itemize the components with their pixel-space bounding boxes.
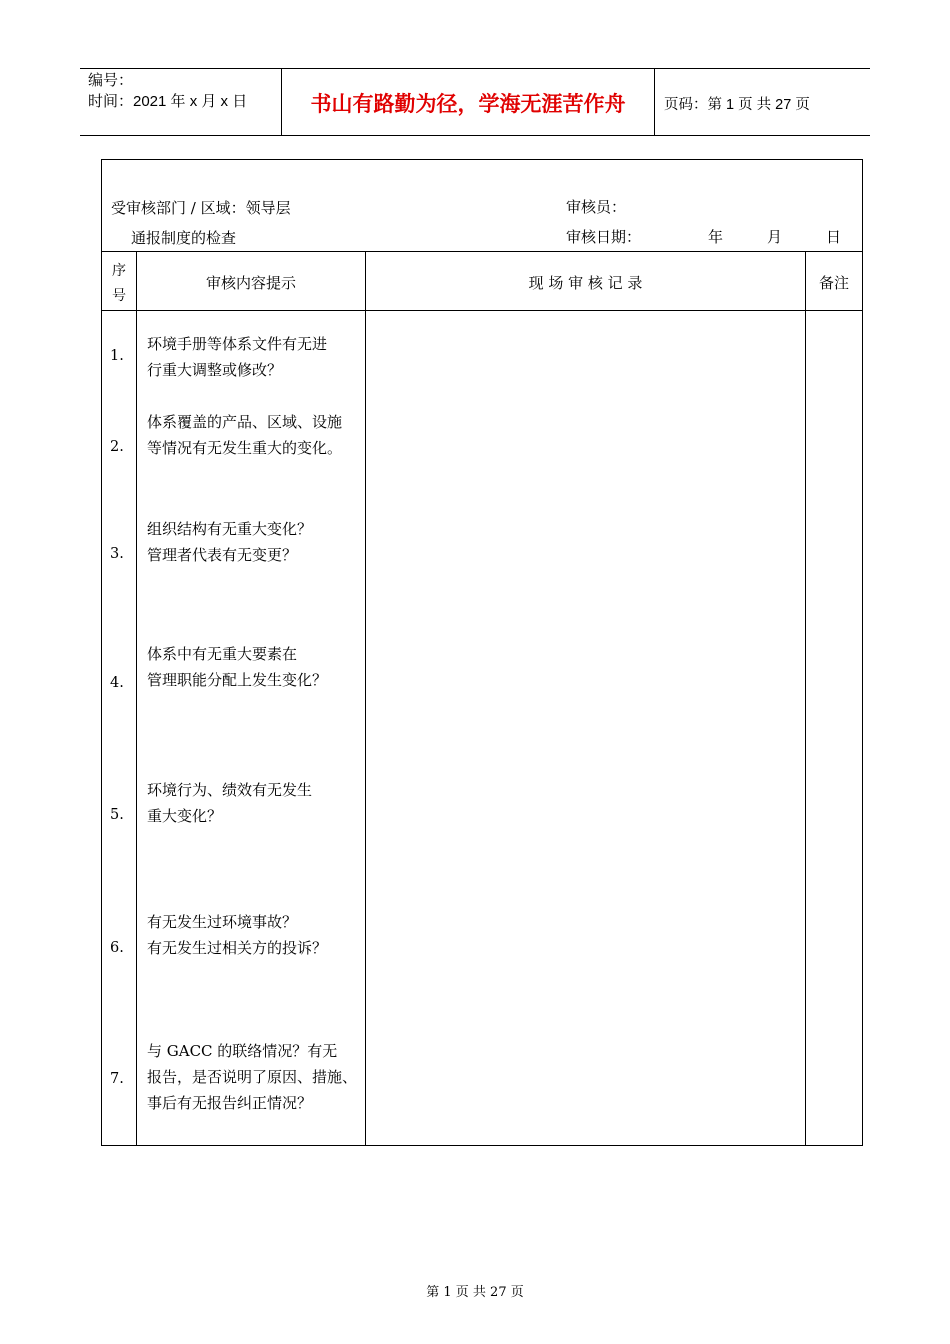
item-number: 5. <box>110 807 124 823</box>
header-motto: 书山有路勤为径，学海无涯苦作舟 <box>310 93 626 116</box>
item-number: 6. <box>110 940 124 956</box>
header-page-info: 页码：第 1 页 共 27 页 <box>664 97 810 113</box>
form-bottom-border <box>101 1145 863 1146</box>
form-top-border <box>101 159 863 160</box>
col-divider-seq <box>136 251 137 1146</box>
document-time-label: 时间：2021 年 x 月 x 日 <box>88 93 248 110</box>
audit-date-label: 审核日期： <box>566 228 642 246</box>
item-prompt: 环境行为、绩效有无发生 重大变化？ <box>147 781 313 825</box>
page-footer: 第 1 页 共 27 页 <box>426 1285 524 1300</box>
audited-department-label: 受审核部门 / 区域：领导层 <box>111 199 291 217</box>
col-header-record: 现 场 审 核 记 录 <box>528 274 643 292</box>
item-prompt: 与 GACC 的联络情况？有无 报告，是否说明了原因、措施、 事后有无报告纠正情况？ <box>147 1042 358 1112</box>
item-prompt: 体系中有无重大要素在 管理职能分配上发生变化？ <box>147 645 328 689</box>
form-right-border <box>862 159 863 1146</box>
auditor-label: 审核员： <box>566 198 627 216</box>
item-number: 7. <box>110 1071 124 1087</box>
item-prompt: 有无发生过环境事故？ 有无发生过相关方的投诉？ <box>147 913 328 957</box>
col-divider-record <box>805 251 806 1146</box>
item-prompt: 环境手册等体系文件有无进 行重大调整或修改？ <box>147 335 328 379</box>
header-meta <box>88 70 247 112</box>
audit-date-year: 年 <box>708 228 724 246</box>
col-header-notes: 备注 <box>818 274 849 292</box>
audit-date-day: 日 <box>826 228 842 246</box>
item-number: 2. <box>110 439 124 455</box>
item-prompt: 组织结构有无重大变化？ 管理者代表有无变更？ <box>147 520 313 564</box>
col-header-seq-line2: 号 <box>112 288 126 304</box>
col-header-seq-line1: 序 <box>112 263 126 279</box>
header-bottom-rule <box>80 135 870 136</box>
item-number: 4. <box>110 675 124 691</box>
col-divider-content <box>365 251 366 1146</box>
table-header-bottom-border <box>101 310 863 311</box>
item-number: 3. <box>110 546 124 562</box>
col-header-content: 审核内容提示 <box>205 274 296 292</box>
col-header-seq <box>102 259 136 309</box>
header-top-rule <box>80 68 870 69</box>
header-divider-right <box>654 68 655 136</box>
audit-subject: 通报制度的检查 <box>131 229 237 247</box>
form-info-bottom-border <box>101 251 863 252</box>
item-number: 1. <box>110 348 124 364</box>
audit-date-month: 月 <box>767 228 783 246</box>
document-number-label: 编号： <box>88 72 134 89</box>
item-prompt: 体系覆盖的产品、区域、设施 等情况有无发生重大的变化。 <box>147 413 343 457</box>
